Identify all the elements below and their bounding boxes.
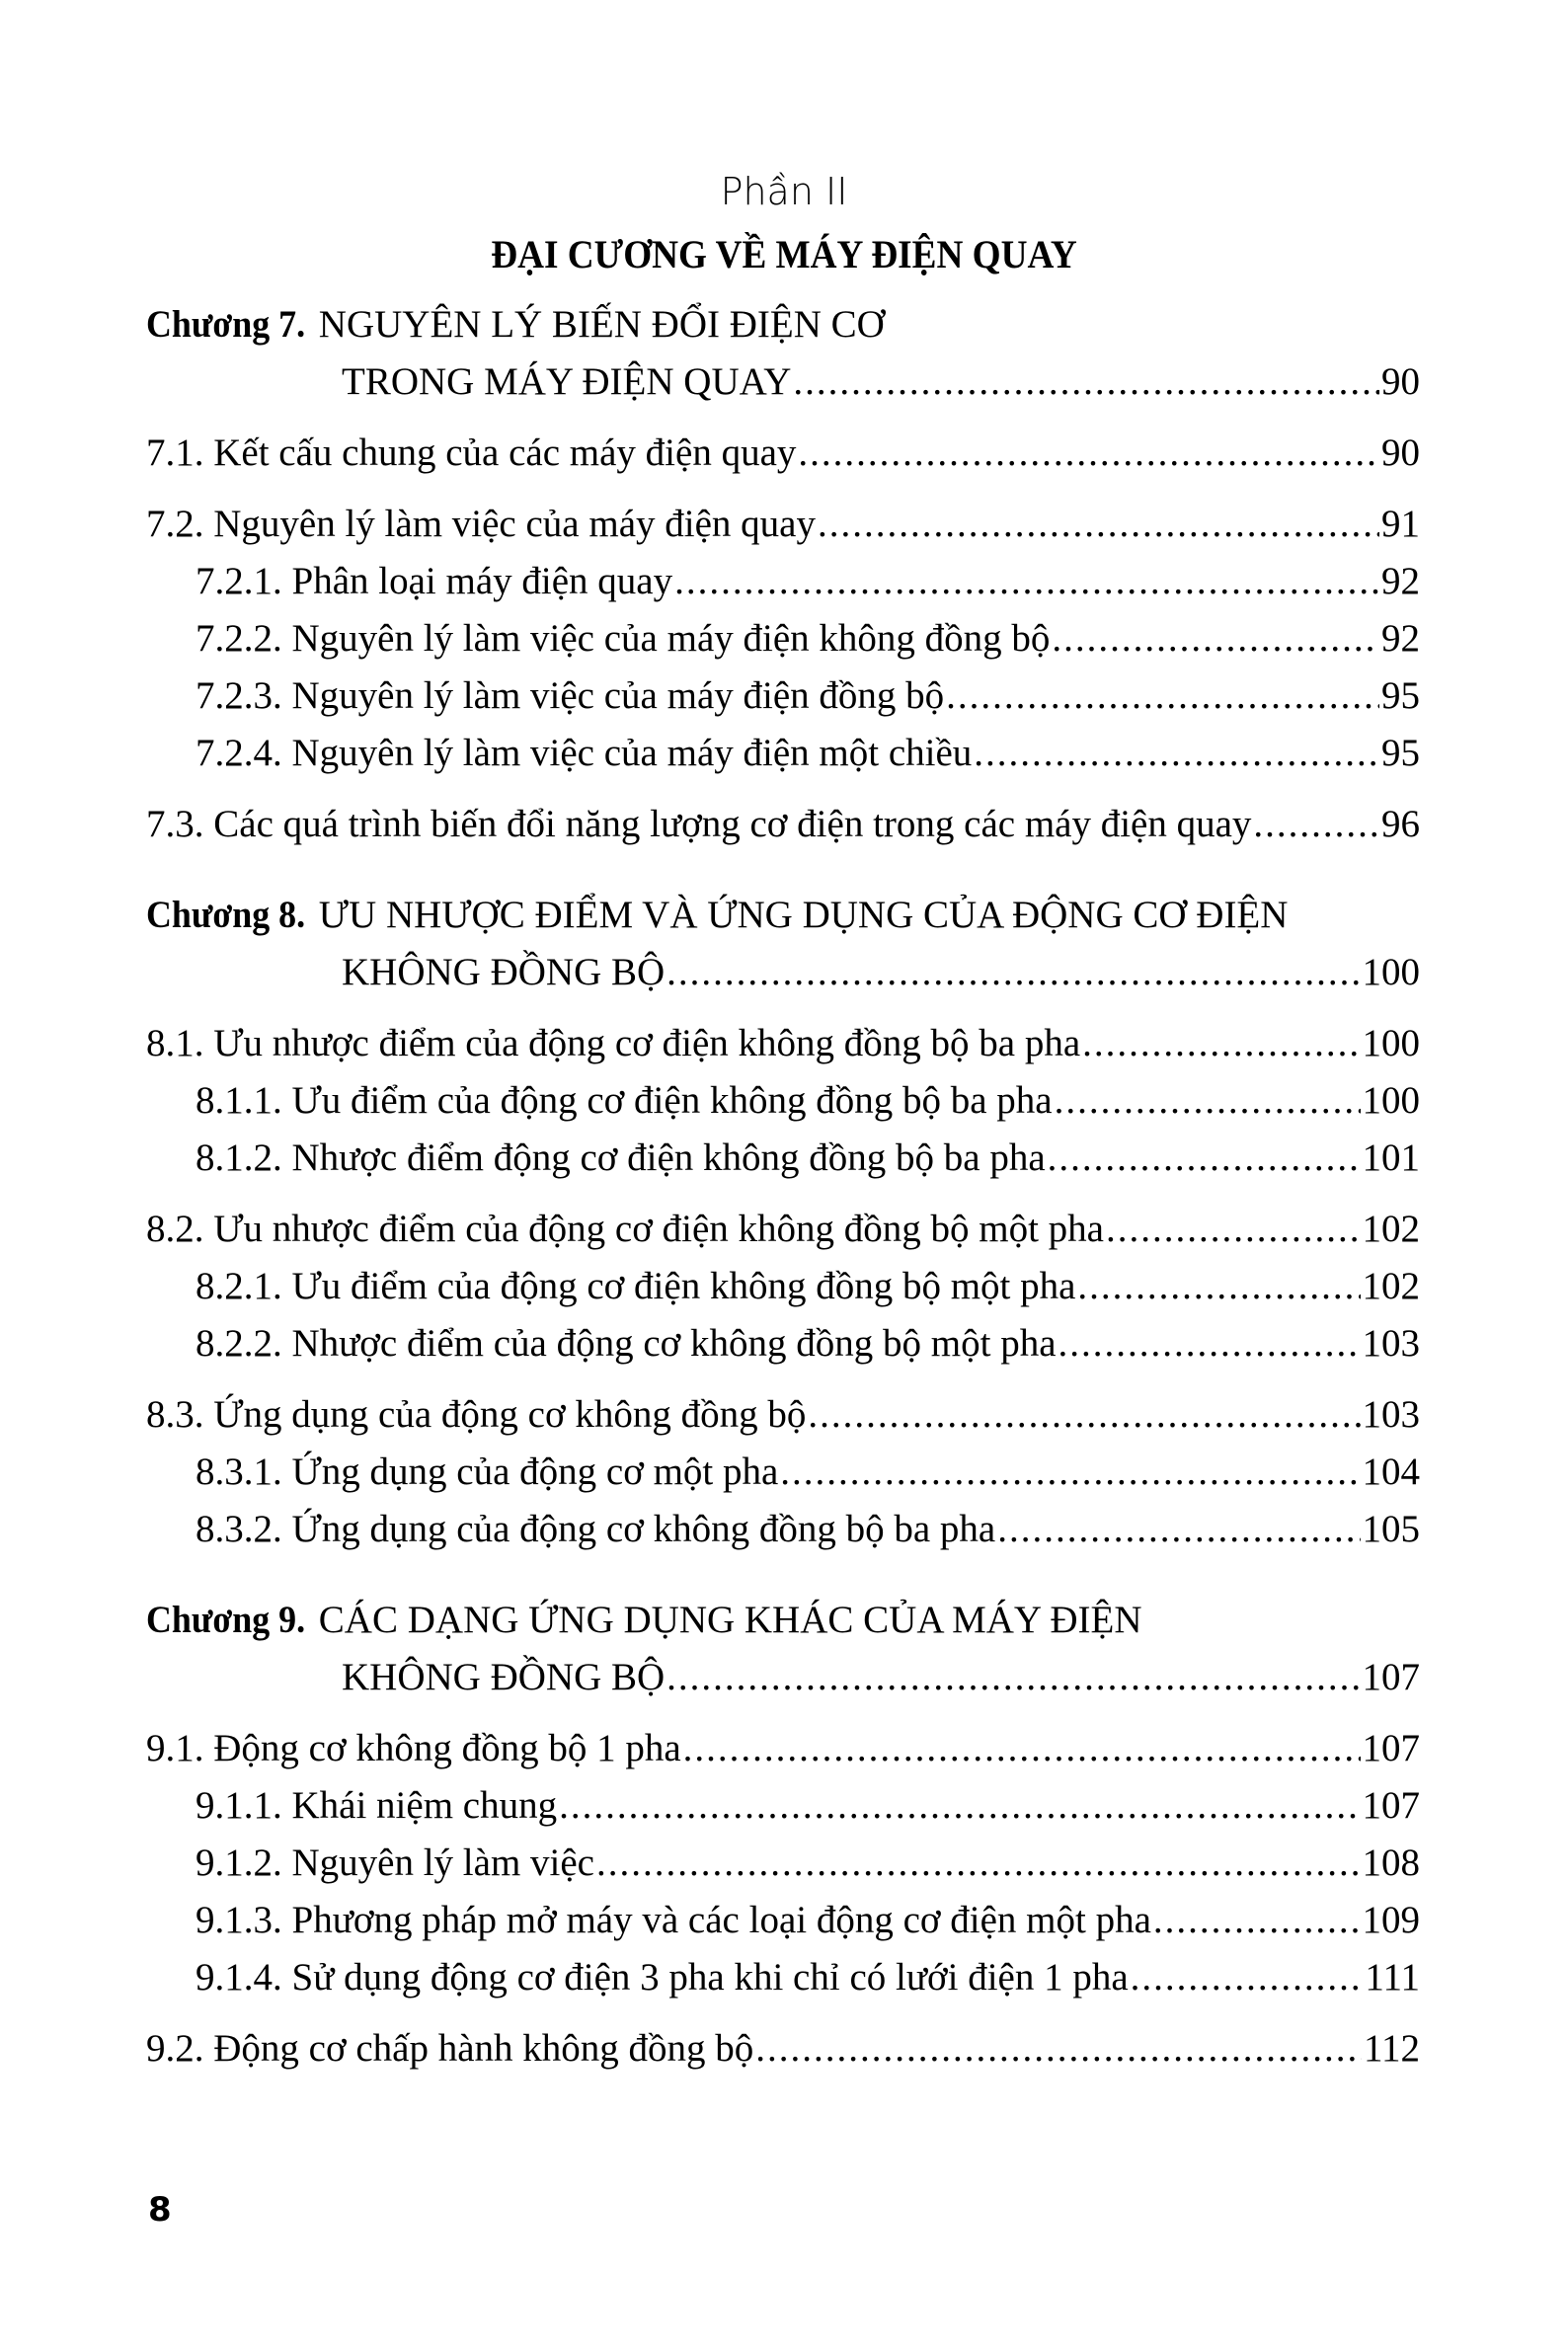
- subsection-title: Ưu điểm của động cơ điện không đồng bộ một pha: [291, 1265, 1076, 1307]
- toc-entry[interactable]: [146, 1835, 1420, 1892]
- section-number: 7.2.: [146, 503, 204, 545]
- dot-leader: [818, 496, 1379, 553]
- subsection-number: 8.2.1.: [196, 1265, 282, 1307]
- subsection-title: Nguyên lý làm việc: [291, 1842, 594, 1884]
- section-title: Ứng dụng của động cơ không đồng bộ: [213, 1393, 807, 1436]
- toc-entry[interactable]: [146, 667, 1420, 725]
- dot-leader: [596, 1835, 1361, 1892]
- toc-entry[interactable]: [146, 1444, 1420, 1501]
- page-number: 101: [1362, 1137, 1420, 1179]
- subsection-title: Ứng dụng của động cơ một pha: [291, 1450, 779, 1493]
- dot-leader: [1077, 1258, 1360, 1315]
- dot-leader: [755, 2020, 1362, 2078]
- subsection-number: 9.1.2.: [196, 1842, 282, 1884]
- subsection-number: 7.2.2.: [196, 617, 282, 660]
- chapter-title-continued: TRONG MÁY ĐIỆN QUAY: [342, 360, 792, 403]
- dot-leader: [946, 667, 1379, 725]
- subsection-number: 8.2.2.: [196, 1322, 282, 1365]
- page-number: 90: [1381, 431, 1420, 474]
- toc-entry[interactable]: [146, 1258, 1420, 1315]
- chapter-title: NGUYÊN LÝ BIẾN ĐỔI ĐIỆN CƠ: [318, 303, 885, 346]
- dot-leader: [974, 725, 1379, 782]
- subsection-number: 7.2.3.: [196, 674, 282, 717]
- page-number: 103: [1362, 1393, 1420, 1436]
- page-number: 90: [1381, 360, 1420, 403]
- dot-leader: [798, 425, 1379, 482]
- toc-entry[interactable]: [146, 1015, 1420, 1072]
- page-number: 112: [1363, 2027, 1420, 2070]
- page-number: 91: [1381, 503, 1420, 545]
- dot-leader: [1131, 1949, 1364, 2006]
- page-number: 95: [1381, 674, 1420, 717]
- dot-leader: [780, 1444, 1360, 1501]
- chapter-title: ƯU NHƯỢC ĐIỂM VÀ ỨNG DỤNG CỦA ĐỘNG CƠ ĐIỆN: [318, 894, 1289, 936]
- dot-leader: [808, 1386, 1360, 1444]
- toc-entry[interactable]: [146, 2020, 1420, 2078]
- subsection-title: Nguyên lý làm việc của máy điện đồng bộ: [291, 674, 945, 717]
- dot-leader: [1048, 1130, 1361, 1187]
- chapter-label: Chương 9.: [146, 1599, 306, 1641]
- section-title: Nguyên lý làm việc của máy điện quay: [213, 503, 816, 545]
- subsection-number: 9.1.1.: [196, 1784, 282, 1827]
- part-label: Phần II: [720, 170, 848, 213]
- dot-leader: [1052, 610, 1379, 667]
- toc-entry[interactable]: [146, 1649, 1420, 1706]
- section-title: Kết cấu chung của các máy điện quay: [213, 431, 797, 474]
- page-number: 109: [1362, 1899, 1420, 1941]
- page-folio-number: 8: [148, 2190, 172, 2230]
- toc-entry[interactable]: [146, 1892, 1420, 1949]
- subsection-title: Nhược điểm động cơ điện không đồng bộ ba pha: [291, 1137, 1046, 1179]
- toc-entry[interactable]: [146, 1949, 1420, 2006]
- section-number: 8.1.: [146, 1022, 204, 1064]
- section-number: 7.1.: [146, 431, 204, 474]
- subsection-title: Nguyên lý làm việc của máy điện một chiều: [291, 732, 973, 774]
- section-title: Động cơ không đồng bộ 1 pha: [213, 1727, 681, 1769]
- toc-entry[interactable]: [146, 496, 1420, 553]
- subsection-title: Khái niệm chung: [291, 1784, 558, 1827]
- subsection-number: 8.3.2.: [196, 1508, 282, 1550]
- dot-leader: [674, 553, 1379, 610]
- toc-entry[interactable]: [146, 944, 1420, 1001]
- subsection-number: 7.2.4.: [196, 732, 282, 774]
- subsection-number: 7.2.1.: [196, 560, 282, 602]
- section-title: Ưu nhược điểm của động cơ điện không đồng bộ ba pha: [213, 1022, 1081, 1064]
- dot-leader: [666, 944, 1360, 1001]
- toc-entry[interactable]: [146, 353, 1420, 411]
- section-number: 9.2.: [146, 2027, 204, 2070]
- toc-entry[interactable]: [146, 725, 1420, 782]
- dot-leader: [793, 353, 1379, 411]
- dot-leader: [1058, 1315, 1361, 1372]
- subsection-title: Phân loại máy điện quay: [291, 560, 673, 602]
- toc-entry[interactable]: [146, 1720, 1420, 1777]
- page-number: 92: [1381, 560, 1420, 602]
- section-title: Các quá trình biến đổi năng lượng cơ điện trong các máy điện quay: [213, 803, 1252, 845]
- subsection-title: Nhược điểm của động cơ không đồng bộ một pha: [291, 1322, 1057, 1365]
- dot-leader: [1055, 1072, 1361, 1130]
- page-number: 95: [1381, 732, 1420, 774]
- subsection-number: 9.1.4.: [196, 1956, 282, 1999]
- page-number: 104: [1362, 1450, 1420, 1493]
- dot-leader: [1153, 1892, 1361, 1949]
- dot-leader: [1253, 796, 1379, 853]
- page-number: 107: [1362, 1727, 1420, 1769]
- subsection-title: Nguyên lý làm việc của máy điện không đồng bộ: [291, 617, 1051, 660]
- subsection-number: 8.3.1.: [196, 1450, 282, 1493]
- page-number: 92: [1381, 617, 1420, 660]
- dot-leader: [1082, 1015, 1360, 1072]
- page-number: 105: [1362, 1508, 1420, 1550]
- page-number: 100: [1362, 1079, 1420, 1122]
- page-number: 96: [1381, 803, 1420, 845]
- chapter-title-continued: KHÔNG ĐỒNG BỘ: [342, 951, 666, 993]
- chapter-heading[interactable]: [146, 887, 1288, 944]
- toc-entry[interactable]: [146, 1386, 1420, 1444]
- toc-entry[interactable]: [146, 1072, 1420, 1130]
- toc-entry[interactable]: [146, 1130, 1420, 1187]
- page-number: 107: [1362, 1784, 1420, 1827]
- subsection-number: 8.1.2.: [196, 1137, 282, 1179]
- chapter-title-continued: KHÔNG ĐỒNG BỘ: [342, 1656, 666, 1698]
- toc-entry[interactable]: [146, 610, 1420, 667]
- chapter-heading[interactable]: [146, 296, 885, 353]
- page-number: 100: [1362, 951, 1420, 993]
- subsection-title: Phương pháp mở máy và các loại động cơ điện một pha: [291, 1899, 1151, 1941]
- toc-entry[interactable]: [146, 796, 1420, 853]
- dot-leader: [666, 1649, 1360, 1706]
- toc-entry[interactable]: [146, 425, 1420, 482]
- page-number: 107: [1362, 1656, 1420, 1698]
- dot-leader: [1106, 1201, 1361, 1258]
- toc-entry[interactable]: [146, 553, 1420, 610]
- section-title: Động cơ chấp hành không đồng bộ: [213, 2027, 754, 2070]
- chapter-title: CÁC DẠNG ỨNG DỤNG KHÁC CỦA MÁY ĐIỆN: [318, 1599, 1142, 1641]
- toc-entry[interactable]: [146, 1777, 1420, 1835]
- page-number: 108: [1362, 1842, 1420, 1884]
- subsection-title: Ưu điểm của động cơ điện không đồng bộ ba pha: [291, 1079, 1053, 1122]
- dot-leader: [559, 1777, 1360, 1835]
- page-number: 103: [1362, 1322, 1420, 1365]
- dot-leader: [997, 1501, 1360, 1558]
- subsection-number: 9.1.3.: [196, 1899, 282, 1941]
- section-number: 9.1.: [146, 1727, 204, 1769]
- dot-leader: [683, 1720, 1361, 1777]
- part-title: ĐẠI CƯƠNG VỀ MÁY ĐIỆN QUAY: [491, 232, 1077, 276]
- chapter-label: Chương 7.: [146, 303, 306, 346]
- page-number: 102: [1362, 1265, 1420, 1307]
- section-number: 7.3.: [146, 803, 204, 845]
- subsection-title: Sử dụng động cơ điện 3 pha khi chỉ có lưới điện 1 pha: [291, 1956, 1129, 1999]
- section-number: 8.2.: [146, 1208, 204, 1250]
- section-number: 8.3.: [146, 1393, 204, 1436]
- chapter-label: Chương 8.: [146, 894, 306, 936]
- section-title: Ưu nhược điểm của động cơ điện không đồng bộ một pha: [213, 1208, 1104, 1250]
- chapter-heading[interactable]: [146, 1592, 1142, 1649]
- subsection-number: 8.1.1.: [196, 1079, 282, 1122]
- toc-entry[interactable]: [146, 1201, 1420, 1258]
- toc-entry[interactable]: [146, 1501, 1420, 1558]
- page-number: 111: [1365, 1956, 1420, 1999]
- toc-entry[interactable]: [146, 1315, 1420, 1372]
- subsection-title: Ứng dụng của động cơ không đồng bộ ba pha: [291, 1508, 996, 1550]
- page-number: 102: [1362, 1208, 1420, 1250]
- page-number: 100: [1362, 1022, 1420, 1064]
